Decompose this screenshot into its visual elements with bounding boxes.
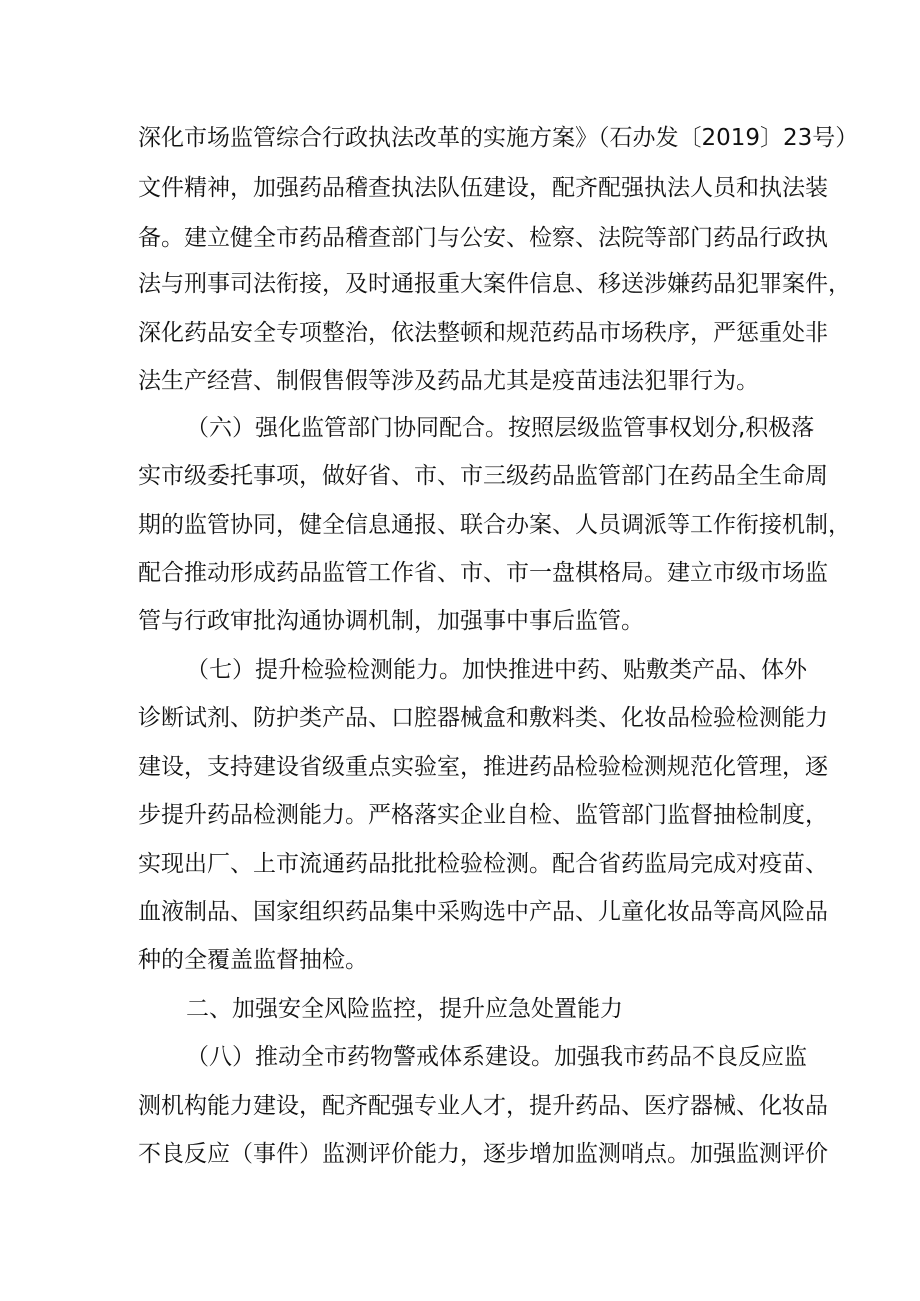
section-heading: 二、加强安全风险监控，提升应急处置能力 (186, 996, 623, 1022)
paragraph-line: 文件精神，加强药品稽查执法队伍建设，配齐配强执法人员和执法装 (138, 175, 828, 201)
paragraph-line: 血液制品、国家组织药品集中采购选中产品、儿童化妆品等高风险品 (138, 899, 828, 925)
paragraph-first-line: （六）强化监管部门协同配合。按照层级监管事权划分,积极落 (186, 415, 815, 441)
paragraph-line: 备。建立健全市药品稽查部门与公安、检察、法院等部门药品行政执 (138, 225, 828, 251)
paragraph-line: 法生产经营、制假售假等涉及药品尤其是疫苗违法犯罪行为。 (138, 368, 759, 394)
paragraph-line: 法与刑事司法衔接，及时通报重大案件信息、移送涉嫌药品犯罪案件， (138, 271, 851, 297)
paragraph-line: 配合推动形成药品监管工作省、市、市一盘棋格局。建立市级市场监 (138, 560, 828, 586)
paragraph-line: 不良反应（事件）监测评价能力，逐步增加监测哨点。加强监测评价 (138, 1141, 828, 1167)
paragraph-line: 建设，支持建设省级重点实验室，推进药品检验检测规范化管理，逐 (138, 754, 828, 780)
paragraph-line: 实市级委托事项，做好省、市、市三级药品监管部门在药品全生命周 (138, 463, 828, 489)
paragraph-line: 步提升药品检测能力。严格落实企业自检、监管部门监督抽检制度， (138, 802, 828, 828)
paragraph-line: 期的监管协同，健全信息通报、联合办案、人员调派等工作衔接机制， (138, 512, 851, 538)
paragraph-line: 测机构能力建设，配齐配强专业人才，提升药品、医疗器械、化妆品 (138, 1093, 828, 1119)
paragraph-first-line: （七）提升检验检测能力。加快推进中药、贴敷类产品、体外 (186, 657, 807, 683)
paragraph-line: 深化药品安全专项整治，依法整顿和规范药品市场秩序，严惩重处非 (138, 320, 828, 346)
paragraph-line: 实现出厂、上市流通药品批批检验检测。配合省药监局完成对疫苗、 (138, 851, 828, 877)
paragraph-first-line: （八）推动全市药物警戒体系建设。加强我市药品不良反应监 (186, 1044, 807, 1070)
paragraph-line: 管与行政审批沟通协调机制，加强事中事后监管。 (138, 608, 644, 634)
paragraph-line: 诊断试剂、防护类产品、口腔器械盒和敷料类、化妆品检验检测能力 (138, 705, 828, 731)
paragraph-line: 深化市场监管综合行政执法改革的实施方案》（石办发〔2019〕23号） (138, 125, 859, 151)
paragraph-line: 种的全覆盖监督抽检。 (138, 947, 368, 973)
